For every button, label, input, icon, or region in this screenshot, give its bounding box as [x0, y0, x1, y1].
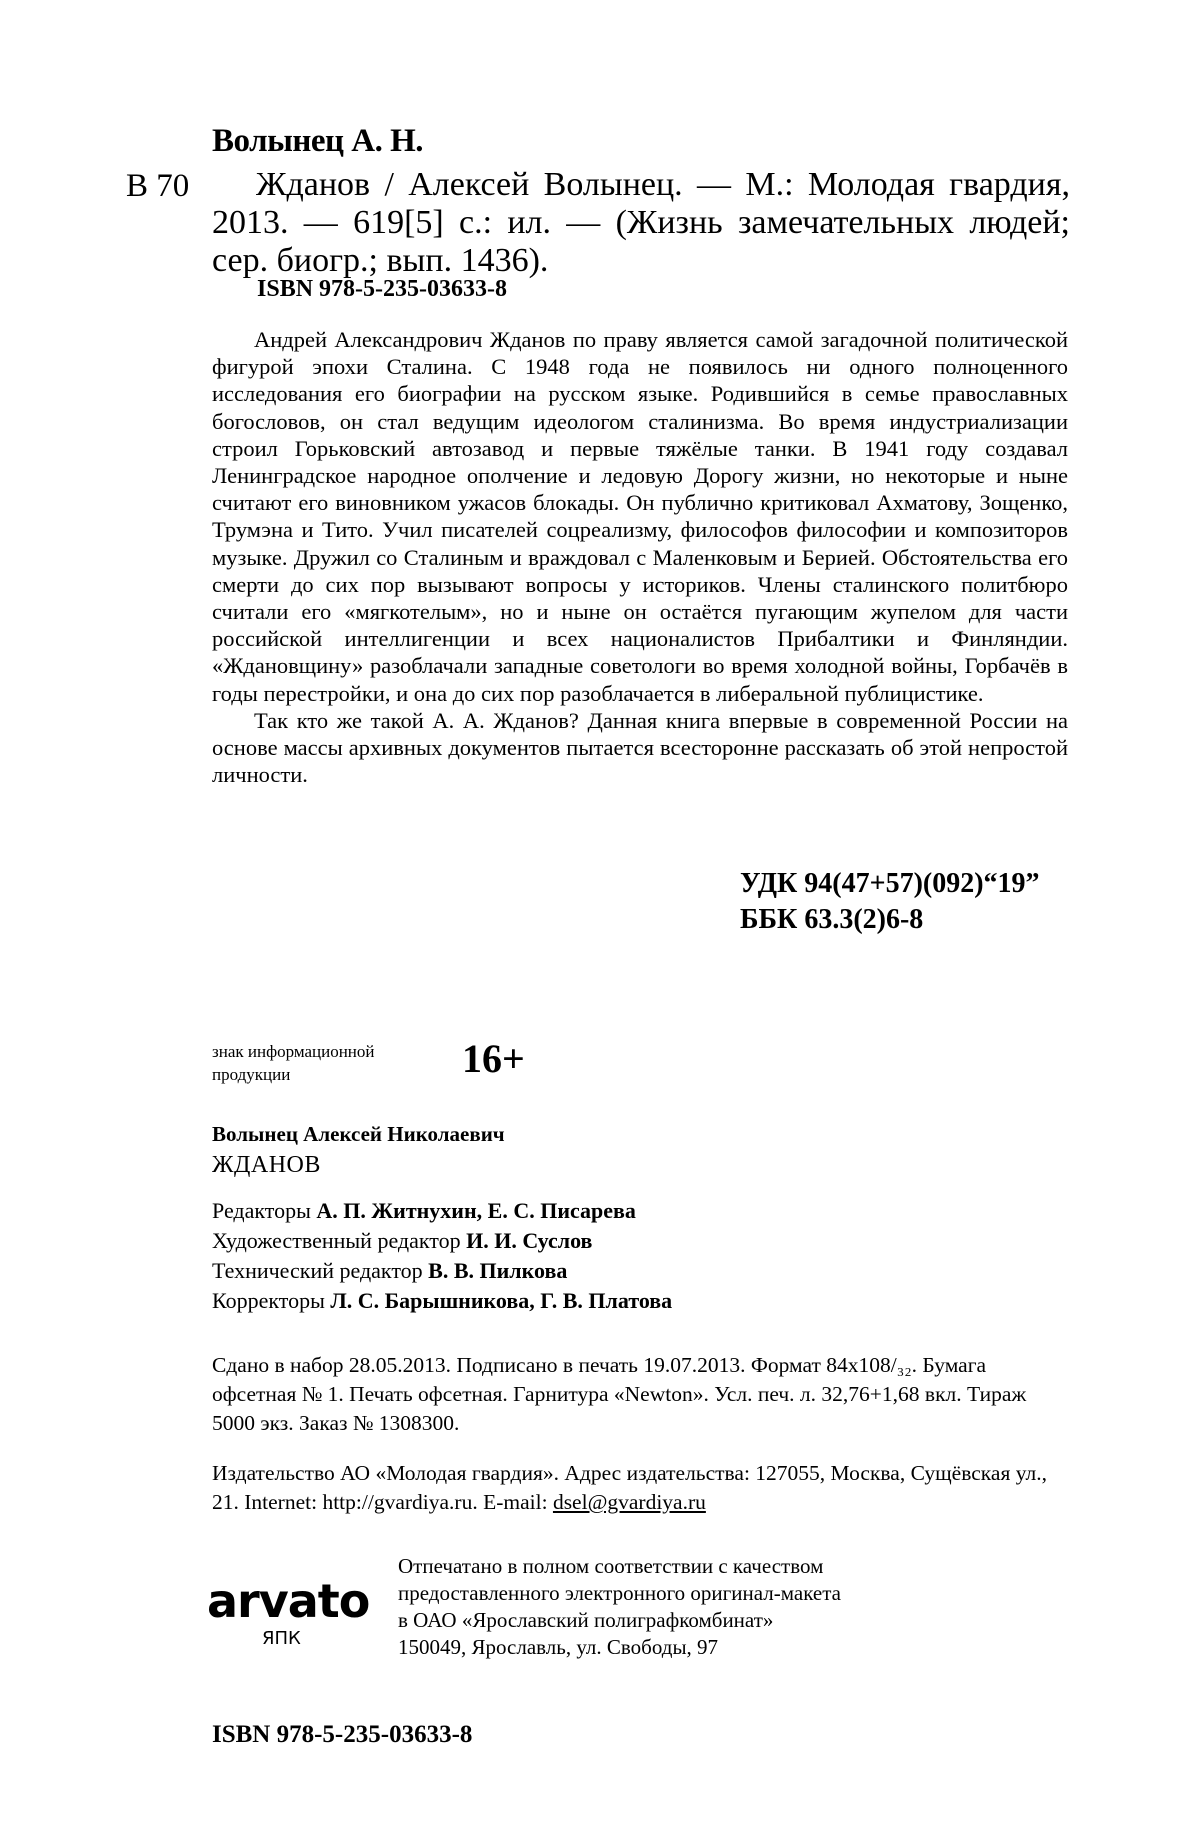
printer-line-1: Отпечатано в полном соответствии с качеством	[398, 1553, 998, 1580]
isbn-top: ISBN 978-5-235-03633-8	[257, 276, 507, 303]
staff-role: Редакторы	[212, 1198, 316, 1223]
staff-names: А. П. Житнухин, Е. С. Писарева	[316, 1198, 636, 1223]
printer-line-3: в ОАО «Ярославский полиграфкомбинат»	[398, 1607, 998, 1634]
age-rating-label-line-1: знак информационной	[212, 1040, 375, 1063]
printer-logo: arvato	[207, 1576, 369, 1626]
age-rating-label-line-2: продукции	[212, 1063, 375, 1086]
staff-names: Л. С. Барышникова, Г. В. Платова	[330, 1288, 672, 1313]
print-details: Сдано в набор 28.05.2013. Подписано в печать 19.07.2013. Формат 84x108/₃₂. Бумага офсетная № 1. Печать офсетная. Гарнитура «Newton». Усл. печ. л. 32,76+1,68 вкл. Тираж 5000 экз. Заказ № 1308300.	[212, 1351, 1057, 1438]
staff-role: Художественный редактор	[212, 1228, 466, 1253]
staff-role: Технический редактор	[212, 1258, 428, 1283]
author-heading: Волынец А. Н.	[212, 123, 423, 160]
age-rating-mark: 16+	[462, 1035, 525, 1082]
printer-line-4: 150049, Ярославль, ул. Свободы, 97	[398, 1634, 998, 1661]
age-rating-label	[212, 1040, 375, 1086]
staff-row-editors	[212, 1196, 672, 1226]
annotation	[212, 326, 1068, 788]
publisher-email-link[interactable]: dsel@gvardiya.ru	[553, 1490, 706, 1514]
isbn-bottom: ISBN 978-5-235-03633-8	[212, 1721, 472, 1749]
staff-list	[212, 1196, 672, 1316]
udk-code: УДК 94(47+57)(092)“19”	[740, 866, 1040, 902]
staff-role: Корректоры	[212, 1288, 330, 1313]
printer-logo-subtitle: ЯПК	[262, 1628, 301, 1649]
annotation-paragraph-2: Так кто же такой А. А. Жданов? Данная книга впервые в современной России на основе массы архивных документов пытается всесторонне рассказать об этой непростой личности.	[212, 707, 1068, 789]
bibliographic-entry-text: Жданов / Алексей Волынец. — М.: Молодая гвардия, 2013. — 619[5] с.: ил. — (Жизнь замечательных людей; сер. биогр.; вып. 1436).	[212, 166, 1070, 280]
staff-names: В. В. Пилкова	[428, 1258, 567, 1283]
publisher-text: Издательство АО «Молодая гвардия». Адрес издательства: 127055, Москва, Сущёвская ул., 21. Internet: http://gvardiya.ru. E-mail:	[212, 1461, 1047, 1514]
staff-row-tech-editor	[212, 1256, 672, 1286]
imprint-title: ЖДАНОВ	[212, 1152, 321, 1179]
bibliographic-entry	[212, 166, 1070, 280]
staff-names: И. И. Суслов	[466, 1228, 592, 1253]
printer-line-2: предоставленного электронного оригинал-макета	[398, 1580, 998, 1607]
classification-block	[740, 866, 1040, 938]
annotation-paragraph-1: Андрей Александрович Жданов по праву является самой загадочной политической фигурой эпохи Сталина. С 1948 года не появилось ни одного полноценного исследования его биографии на русском языке. Родившийся в семье православных богословов, он стал ведущим идеологом сталинизма. Во время индустриализации строил Горьковский автозавод и первые тяжёлые танки. В 1941 году создавал Ленинградское народное ополчение и ледовую Дорогу жизни, но некоторые и ныне считают его виновником ужасов блокады. Он публично критиковал Ахматову, Зощенко, Трумэна и Тито. Учил писателей соцреализму, философов философии и композиторов музыке. Дружил со Сталиным и враждовал с Маленковым и Берией. Обстоятельства его смерти до сих пор вызывают вопросы у историков. Члены сталинского политбюро считали его «мягкотелым», но и ныне он остаётся пугающим жупелом для части российской интеллигенции и всех националистов Прибалтики и Финляндии. «Ждановщину» разоблачали западные советологи во время холодной войны, Горбачёв в годы перестройки, и она до сих пор разоблачается в либеральной публицистике.	[212, 326, 1068, 707]
printer-info	[398, 1553, 998, 1661]
imprint-author: Волынец Алексей Николаевич	[212, 1122, 505, 1147]
staff-row-art-editor	[212, 1226, 672, 1256]
bbk-code: ББК 63.3(2)6-8	[740, 902, 1040, 938]
publisher-info	[212, 1459, 1062, 1517]
staff-row-proofreaders	[212, 1286, 672, 1316]
classification-code: В 70	[126, 168, 189, 205]
